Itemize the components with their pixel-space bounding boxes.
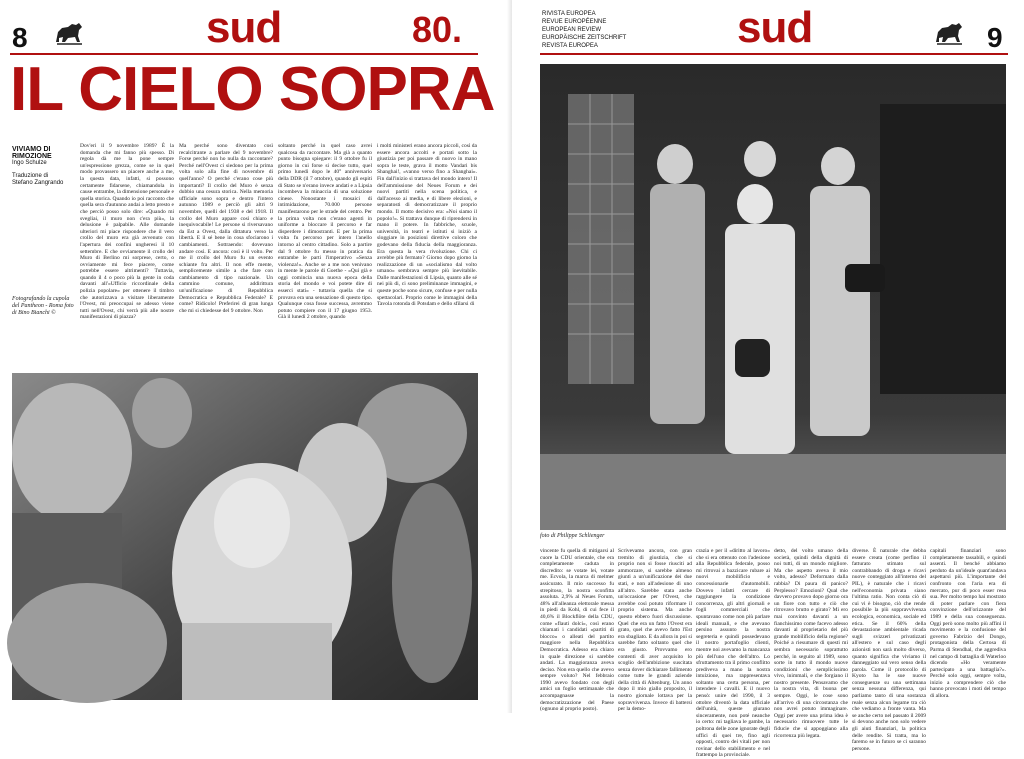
language-line: REVUE EUROPÉENNE xyxy=(542,19,607,25)
article-column-1: Dov'eri il 9 novembre 1989? È la domanda che mi fanno più spesso. Di regola dà me la pone sempre un'espressione grezza, come se in quel modo provassero un piacere anche a me, la questa data, infatti, si possono certamente fidarsene, chiamandola in cause entrambe, la dimensione personale e quella storica. Quando io poi racconto che quella sera d'autunno andai a letto presto e che perciò posso solo dire: «Quando mi svegliai, il muro non c'era più», la delusione è palpabile. Alle domande ulteriori mi piace rispondere che il vero crollo del muro era già avvenuto con l'apertura dei confini ungheresi il 10 settembre. E che ovviamente il crollo del Muro di Berlino mi sorprese, certo, o ovviamente mi fece piacere, come potrebbe essere altrimenti? Tuttavia, quando il 4 o poco più la gente in coda davanti all'«Ufficio riccordinale della polizia popolare» per ottenere il timbro che autorizzava a visitare liberamente l'Ovest, mi preoccupai se adesso viene tutti nell'Ovest, chi verrà più alle nostre manifestazioni di piazza? xyxy=(80,143,174,321)
dog-logo-icon xyxy=(932,16,966,50)
page-number-left: 8 xyxy=(12,22,28,53)
language-line: EUROPEAN REVIEW xyxy=(542,27,602,33)
article-column-3: soltanto perché in quel caso avrei qualcosa da raccontare. Ma già a quanto punto bisogna spiegare: il 9 ottobre fu il giorno in cui forse si decise tutto, quel primo lunedì dopo le 40° anniversario della DDR (il 7 ottobre), quando gli espiti di Stato se n'erano invece andati e a Lipsia incombeva la minaccia di una soluzione cinese. Nonostante i mosaici di intimidazione, 70.000 persone manifestarono per le strade del centro. Per la prima volta non c'erano agenti in uniforme a bloccare il percorso e far disperdere i dimostranti. E per la prima volta fu percorso per intero l'anello intorno al centro cittadino. Solo a partire dal 9 ottobre fu messo in pratica da entrambe le parti l'imperativo «Senza violenza!». Anche se a me non venivano in mente le parole di Goethe - «Qui già e oggi comincia una nuova epoca della storia del mondo e voi potete dire di esserci stati» - tuttavia quella che si provava era una sensazione di questo tipo. Qualunque cosa fosse successa, avremmo potuto compiere con il 17 giugno 1953. Già il lunedì 2 ottobre, quando xyxy=(278,143,372,321)
article-byline xyxy=(12,146,76,187)
article-column-5: vincente fu quella di mitigarsi al cuore la CDU orientale, che era completamente caduta in discredito: se votate lei, votate me. Ecvola, la marca di melmer assicurato. Il mio successo fu strepitoso, la nostra sconfitta assoluta. 2,9% al Neues Forum, 48% all'alleanza elettorale messa in piedi da Kohl, di cui fece il 40,6% il Blockflöte della CDU, come «flauti dolci», così erano chiamati i candidati «partiti di blocco» o alleati del partito maggiore nella Repubblica Democratica. Adesso era chiaro in quale direzione si sarebbe andati. La maggioranza aveva deciso. Non era quello che avevo sempre voluto? Nel febbraio 1990 avevo fondato con degli amici un foglio settimanale che accompagnasse la democratizzazione del Paese (ognuno al proprio posto). xyxy=(540,548,614,713)
article-title: VIVIAMO DI RIMOZIONE xyxy=(12,146,52,160)
photo-caption-left: Fotografando la cupola del Pantheon - Roma foto di Bino Bianchi © xyxy=(12,296,74,316)
street-crowd-photo xyxy=(540,64,1006,530)
photo-caption-right: foto di Philippe Schlienger xyxy=(540,533,605,539)
article-author: Ingo Schulze xyxy=(12,160,47,166)
magazine-name-right: sud xyxy=(737,3,813,52)
header-rule xyxy=(540,53,1008,55)
magazine-name: sud xyxy=(206,3,282,52)
page-headline: IL CIELO SOPRA xyxy=(10,55,495,124)
left-page xyxy=(0,0,512,713)
issue-number: 80. xyxy=(412,9,463,50)
article-column-7: crazia e per il «diritto al lavoro» che si era ottenuto con l'adesione alla Repubblica federale, posso mi ritrovai a bazzicare rubare ai nuovi mobilificio e concessionarie d'automobili. Dovevo infatti cercare di raggiungere la condizione concorrenza, gli altri giornali e fogli commerciali che spuntavano come non più parlare ideali manuali, e che avevano persino assunto la nostra segreteria e quindi possedevano il nostro portafoglio clienti, mentre noi avevamo la mancanza più dell'uno che dell'altro. Lo sfruttamento tra il primo conflitto prediveva a mano la nostra intuizione, ma rappresentava soltanto una certa persona, per intendere i cavalli. E il nuovo pensò: unire del 1990, il 3 ottobre diventò la data ufficiale dell'unità, queste giurano sinceramente, non poté neanche io certo: mi tagliava le gambe, la poltrona delle zone ignorate degli uffici di quei tre, fino agli opposti, contro dei vitali per non rovinar dello stabilimento e nel frattempo la provinciale. xyxy=(696,548,770,759)
translator-name: Stefano Zangrando xyxy=(12,180,64,186)
edition-languages xyxy=(542,10,626,50)
pantheon-crowd-photo xyxy=(12,373,478,700)
language-line: RIVISTA EUROPEA xyxy=(542,11,596,17)
language-line: EUROPÄISCHE ZEITSCHRIFT xyxy=(542,35,627,41)
translation-label: Traduzione di xyxy=(12,173,49,179)
right-page xyxy=(512,0,1024,759)
article-column-9: diverse. È naturale che debba essere creata (come perfino il fatturato stimato sul contrabbando di droga e ricavi nuove conteggiato all'interno del PIL), è naturale che i ricavi nell'economia privata siano l'ultima ratio. Non conta ciò di cui vi è bisogno, ciò che rende possibile la più soppravvivenza ecologica, economica, sociale ed etica. Se il 60% della devastazione ambientale ricada sugli svizzeri privatizzati all'estero e sul caso degli azionisti non sarà molto diverso, quanto significa che viviamo il danneggiato sul vero senso della parola. Come il protocollo di Kyoto ha le sue nuove conseguenze su una settimana senza nessuna differenza, qui parliamo tanto di una sostanza reale senza alcun legame tra ciò che vediamo a fronte vanta. Ma se anche certo nel passato il 2009 si devono anche non solo vedere gli aiuti finanziari, la politica delle rendite. Si tratta, ma lo faremo se in futuro se ci saranno persone. xyxy=(852,548,926,752)
page-number-right: 9 xyxy=(987,22,1003,53)
article-column-10: capitali finanziari sono completamente tassabili, e quindi assenti. Il benché abbiamo perduto da un'ideale quant'andava aspettarsi più. L'importante del confronto con l'aria era di mercato, pur di poco esser resa sua. Per molto tempo hai mostrato di poter parlare con fiera convinzione dell'orizzonte del 1989 e della sua conseguenza. Oggi però sono molto più affini il movimento e la confusione del governo Fabrizio del Dongo, protagonista della Certosa di Parma di Stendhal, che aggrediva nel campo di battaglia di Waterloo dicendo «Ho veramente partecipato a una battaglia?». Perché solo oggi, sempre volta, inizio a comprendere ciò che hanno provocato i moti del tempo di allora. xyxy=(930,548,1006,700)
dog-logo-icon xyxy=(52,16,86,50)
article-column-8: detto, del volto umano della società, quindi della dignità di noi tutti, di un mondo migliore. Ma che aspetto aveva il mio volto, adesso? Deformato dalla rabbia? Di paura di panico? Perplesso? Emozioni? Qual che davvero provavo dopo giorno ora un fiore con tutto e ciò che ritrovavo brutto e girato? Mi ero mai convinto davanti a un fianchissimo come facevo adesso davanti al proprietario del più grande mobilificio della regione? Poiché a riesumare di questi mi sembra necessario soprattutto perché, in seguito al 1989, sono sorte in tutto il mondo nuove condizioni che semplicissimo vivo, inimmali, e che forgiano il nostro presente. Pensavamo che la nostra vita, di buona per sempre. Oggi, le cose sono all'arrivo di una circostanza che non avrei potuto immaginare. Oggi per avere una prima idea è necessario rimuovere tutte le fiducie che si appoggiano alla ricorrenza più legata. xyxy=(774,548,848,739)
article-column-2: Ma perché sono diventato così recalcitrante a parlare del 9 novembre? Forse perché non ho nulla da raccontare? Perché nell'Ovest ci siedono per la prima volta solo alla fine di novembre di quell'anno? O perché c'erano cose più importanti? Il crollo del Muro è senza dubbio una cesura storica. Nella memoria ufficiale sono sopra e dentro l'intero autunno 1989 e perciò gli altri 9 novembre, quelli del 1938 e del 1918. Il crollo del Muro appare così chiaro e inequivocabile! Le persone si riversavano da Est a Ovest, dalla dittatura verso la libertà. E il sé bene in cosa sfociarono i cambiamenti. Sottraendo: dovevano andare così. E ancora: così è il volto. Per me il crollo del Muro fu un evento schiante fra altri. Il non effe mente, semplicemente simile a che fare con cambiamento di tipo nazionale. Un cammino comune, addirittura un'unificazione di Repubblica Democratica e Repubblica Federale? E come? Ridicolo! Preferirei di gran lunga che mi si chiedesse del 9 ottobre. Non xyxy=(179,143,273,314)
language-line: REVISTA EUROPEA xyxy=(542,43,598,49)
article-column-6: Scrivevamo ancora, con gran tremito di giustizia, che si proprio non si fosse riusciti ad ammorzare, si sarebbe almeno giunti a un'unificazione dei due stati, e non all'adesione di uno all'altro. Sarebbe stata anche un'occasione per l'Ovest, che avrebbe così potuto riformare il proprio sistema. Ma anche questo ebbero fuori discussione. Quel che era un fatto l'Ovest era grato, quel che avevo fatto l'Est era sbagliato. E da allora in poi si sarebbe fatto soltanto quel che era giusto. Provvamo ero contenti di aver acquisito lo scoglio dell'ambizione suscitata senza dover dichiarare fallimento come tutte le grandi aziende della città di Altenburg. Un anno dopo il mio giallo proposito, il nostro giornale lottava per la sopravvivenza. Invece di battersi per la demo- xyxy=(618,548,692,713)
article-column-4: i molti ministeri erano ancora piccoli, così da essere ancora accolti e portati sotto la giustizia per poi passare di nuovo in mano sopra le teste, grava il motto Vandari bis Shanghai!, «vanno verso fino a Shanghai». Fin dall'inizio si trattava del mondo intero! Il dell'ammissione del Neues Forum e dei nuovi partiti nella scena politica, e dall'acesso ai media, e di libere elezioni, e separatosti di democratizzare il proprio mondo. Il motto decisivo era: «Noi siamo il popolo!». Si trattava dunque di riprendersi in mano il potere. In fabbriche, scuole, università, in teatri e istituti si iniziò a sloggiare in posizioni direttive coloro che godevano della fiducia della maggioranza. Era questa la vera rivoluzione. Chi ci avrebbe più fermato? Giorno dopo giorno la realizzazione di un «socialismo dal volto umano» sembrava sempre più inevitabile. Dalle manifestazioni di Lipsia, quanto alle sé nei più di, ci sono preliminanze immagini, e queste poche sono sicure, confuse e per nulla spettacolari. Proprio come le immagini della Tavola rotonda di Potsdam e dello sfilarsi di xyxy=(377,143,477,308)
